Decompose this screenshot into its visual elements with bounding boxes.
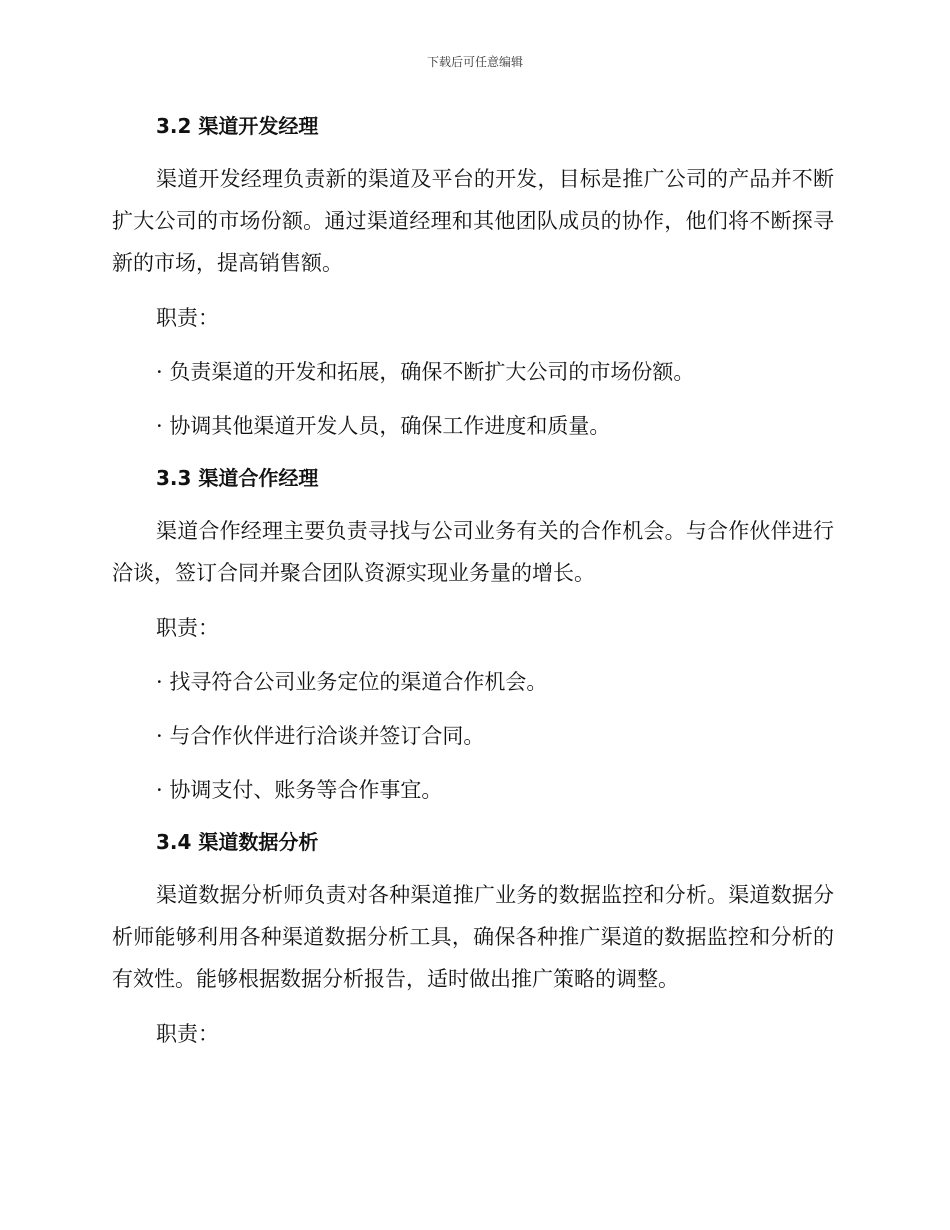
header-note: 下载后可任意编辑 (426, 55, 523, 69)
section-channel-partnership-manager (112, 460, 834, 806)
duty-item: · 与合作伙伴进行洽谈并签订合同。 (156, 724, 485, 748)
duties-label: 职责： (156, 616, 219, 640)
section-heading: 3.2 渠道开发经理 (156, 114, 319, 138)
section-description: 渠道数据分析师负责对各种渠道推广业务的数据监控和分析。渠道数据分析师能够利用各种渠道数据分析工具，确保各种推广渠道的数据监控和分析的有效性。能够根据数据分析报告，适时做出推广策略的调整。 (112, 883, 834, 991)
section-heading: 3.3 渠道合作经理 (156, 466, 319, 490)
document-body (112, 108, 834, 1050)
section-channel-data-analysis (112, 824, 834, 1050)
section-description: 渠道合作经理主要负责寻找与公司业务有关的合作机会。与合作伙伴进行洽谈，签订合同并聚合团队资源实现业务量的增长。 (112, 519, 834, 585)
duty-item: · 协调其他渠道开发人员，确保工作进度和质量。 (156, 414, 611, 438)
section-channel-development-manager (112, 108, 834, 442)
section-heading: 3.4 渠道数据分析 (156, 830, 319, 854)
section-description: 渠道开发经理负责新的渠道及平台的开发，目标是推广公司的产品并不断扩大公司的市场份额。通过渠道经理和其他团队成员的协作，他们将不断探寻新的市场，提高销售额。 (112, 167, 834, 275)
duty-item: · 负责渠道的开发和拓展，确保不断扩大公司的市场份额。 (156, 360, 695, 384)
duties-label: 职责： (156, 306, 219, 330)
duty-item: · 协调支付、账务等合作事宜。 (156, 778, 443, 802)
duties-label: 职责： (156, 1022, 219, 1046)
duty-item: · 找寻符合公司业务定位的渠道合作机会。 (156, 670, 548, 694)
